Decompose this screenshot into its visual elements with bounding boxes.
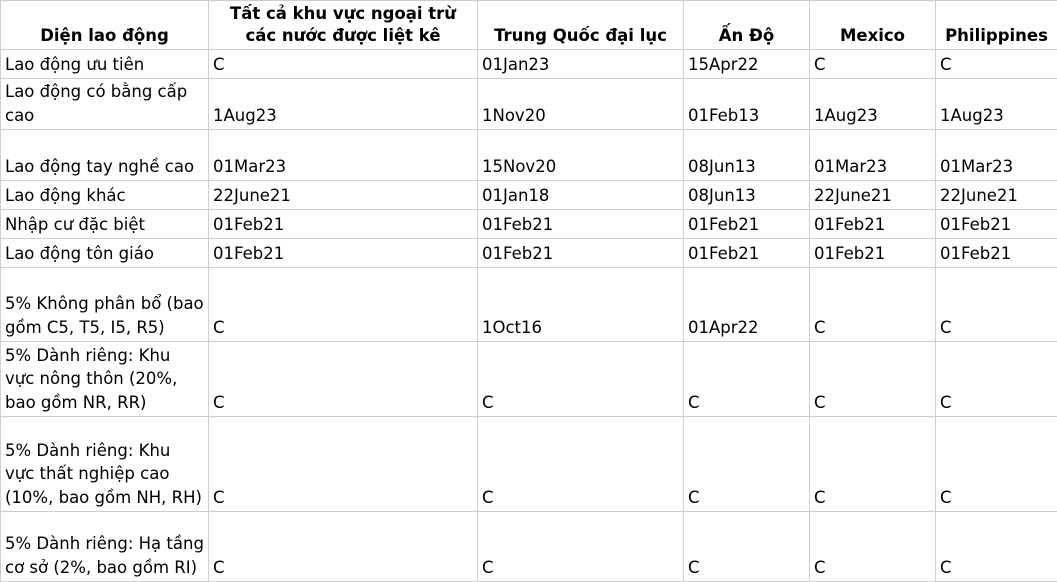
row-category: 5% Dành riêng: Hạ tầng cơ sở (2%, bao gồm RI) — [1, 512, 209, 582]
cell-all-areas: C — [209, 342, 478, 417]
cell-india: 01Feb13 — [684, 79, 810, 130]
cell-mexico: C — [810, 342, 936, 417]
cell-india: 01Feb21 — [684, 210, 810, 239]
cell-mexico: 22June21 — [810, 181, 936, 210]
row-category: Lao động khác — [1, 181, 209, 210]
table-row — [1, 512, 1057, 582]
cell-mexico: 01Mar23 — [810, 130, 936, 181]
cell-mexico: C — [810, 50, 936, 79]
header-row — [1, 1, 1057, 50]
column-header-all-areas: Tất cả khu vực ngoại trừ các nước được liệt kê — [209, 1, 478, 50]
cell-india: 01Feb21 — [684, 239, 810, 268]
cell-philippines: 22June21 — [936, 181, 1057, 210]
cell-china: 01Feb21 — [478, 210, 684, 239]
cell-india: C — [684, 512, 810, 582]
cell-china: 15Nov20 — [478, 130, 684, 181]
column-header-category: Diện lao động — [1, 1, 209, 50]
cell-all-areas: 01Feb21 — [209, 239, 478, 268]
row-category: Lao động tay nghề cao — [1, 130, 209, 181]
row-category: 5% Dành riêng: Khu vực nông thôn (20%, bao gồm NR, RR) — [1, 342, 209, 417]
column-header-india: Ấn Độ — [684, 1, 810, 50]
cell-philippines: C — [936, 417, 1057, 512]
cell-philippines: C — [936, 268, 1057, 342]
cell-mexico: 01Feb21 — [810, 239, 936, 268]
table-row — [1, 239, 1057, 268]
cell-philippines: C — [936, 342, 1057, 417]
cell-philippines: C — [936, 512, 1057, 582]
cell-all-areas: 22June21 — [209, 181, 478, 210]
row-category: Lao động ưu tiên — [1, 50, 209, 79]
cell-india: 08Jun13 — [684, 181, 810, 210]
table-row — [1, 417, 1057, 512]
cell-india: 15Apr22 — [684, 50, 810, 79]
cell-mexico: C — [810, 417, 936, 512]
cell-china: 01Jan23 — [478, 50, 684, 79]
cell-all-areas: C — [209, 512, 478, 582]
column-header-china: Trung Quốc đại lục — [478, 1, 684, 50]
cell-china: C — [478, 342, 684, 417]
cell-philippines: 01Feb21 — [936, 210, 1057, 239]
cell-all-areas: 1Aug23 — [209, 79, 478, 130]
cell-mexico: C — [810, 268, 936, 342]
cell-philippines: 01Feb21 — [936, 239, 1057, 268]
cell-india: C — [684, 417, 810, 512]
cell-china: C — [478, 417, 684, 512]
cell-all-areas: 01Mar23 — [209, 130, 478, 181]
cell-mexico: C — [810, 512, 936, 582]
column-header-mexico: Mexico — [810, 1, 936, 50]
table-row — [1, 50, 1057, 79]
row-category: Lao động có bằng cấp cao — [1, 79, 209, 130]
row-category: Nhập cư đặc biệt — [1, 210, 209, 239]
row-category: 5% Dành riêng: Khu vực thất nghiệp cao (10%, bao gồm NH, RH) — [1, 417, 209, 512]
cell-all-areas: 01Feb21 — [209, 210, 478, 239]
cell-india: 01Apr22 — [684, 268, 810, 342]
table-row — [1, 342, 1057, 417]
row-category: Lao động tôn giáo — [1, 239, 209, 268]
cell-china: 01Feb21 — [478, 239, 684, 268]
table-row — [1, 210, 1057, 239]
table-row — [1, 130, 1057, 181]
table-row — [1, 181, 1057, 210]
row-category: 5% Không phân bổ (bao gồm C5, T5, I5, R5) — [1, 268, 209, 342]
cell-philippines: C — [936, 50, 1057, 79]
cell-philippines: 01Mar23 — [936, 130, 1057, 181]
table-row — [1, 79, 1057, 130]
cell-all-areas: C — [209, 417, 478, 512]
cell-mexico: 01Feb21 — [810, 210, 936, 239]
column-header-philippines: Philippines — [936, 1, 1057, 50]
cell-india: C — [684, 342, 810, 417]
cell-all-areas: C — [209, 268, 478, 342]
cell-philippines: 1Aug23 — [936, 79, 1057, 130]
cell-mexico: 1Aug23 — [810, 79, 936, 130]
cell-india: 08Jun13 — [684, 130, 810, 181]
cell-china: C — [478, 512, 684, 582]
cell-china: 01Jan18 — [478, 181, 684, 210]
cell-china: 1Oct16 — [478, 268, 684, 342]
table-row — [1, 268, 1057, 342]
cell-china: 1Nov20 — [478, 79, 684, 130]
cell-all-areas: C — [209, 50, 478, 79]
